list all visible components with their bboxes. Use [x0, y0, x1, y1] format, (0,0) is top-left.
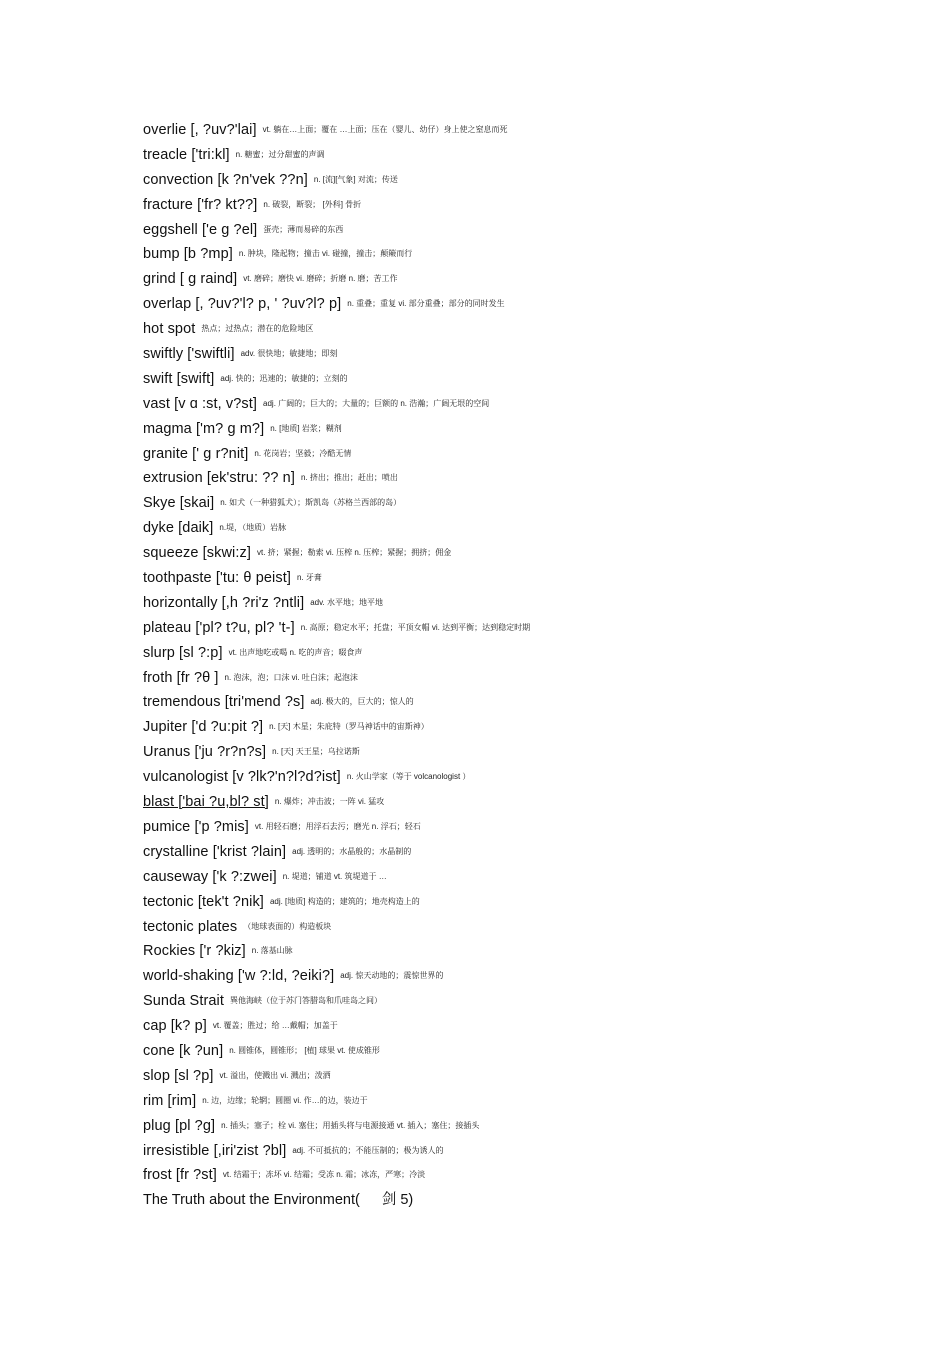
vocab-word: squeeze [skwi:z]: [143, 545, 251, 562]
vocab-entry: [143, 890, 923, 915]
vocab-definition: adj. 透明的；水晶般的；水晶制的: [292, 846, 412, 856]
vocab-entry: [143, 218, 923, 243]
vocab-definition: n. 高原；稳定水平；托盘；平顶女帽 vi. 达到平衡；达到稳定时期: [300, 622, 531, 632]
vocab-word: extrusion [ek'stru: ?? n]: [143, 470, 295, 487]
vocab-definition: n. 肿块，隆起物；撞击 vi. 碰撞，撞击；颠簸而行: [238, 249, 413, 259]
vocab-definition: n. 花岗岩；坚毅；冷酷无情: [254, 448, 352, 458]
vocab-word: Jupiter ['d ?u:pit ?]: [143, 719, 264, 736]
vocab-word: rim [rim]: [143, 1092, 197, 1109]
vocab-definition: n. [天] 天王星；乌拉诺斯: [272, 747, 360, 757]
vocab-word: frost [fr ?st]: [143, 1167, 217, 1184]
vocab-entry: [143, 442, 923, 467]
vocab-entry: [143, 466, 923, 491]
vocab-word: tremendous [tri'mend ?s]: [143, 694, 305, 711]
vocab-word: dyke [daik]: [143, 520, 214, 537]
vocab-word: Rockies ['r ?kiz]: [143, 943, 246, 960]
vocab-entry: [143, 840, 923, 865]
vocab-definition: （地球表面的）构造板块: [243, 921, 332, 931]
vocab-word: cap [k? p]: [143, 1018, 207, 1035]
vocab-entry: [143, 168, 923, 193]
vocab-entry: [143, 989, 923, 1014]
vocab-entry: [143, 690, 923, 715]
vocab-definition: adj. 惊天动地的；震惊世界的: [340, 971, 444, 981]
vocab-entry: [143, 516, 923, 541]
vocab-definition: n. 挤出；推出；赶出；喷出: [300, 473, 398, 483]
vocab-word: fracture ['fr? kt??]: [143, 196, 258, 213]
vocabulary-list: [143, 118, 923, 1213]
vocab-entry: [143, 491, 923, 516]
vocab-word: tectonic [tek't ?nik]: [143, 893, 264, 910]
vocab-definition: n. 插头；塞子；栓 vi. 塞住；用插头将与电源接通 vt. 插入；塞住；接插头: [221, 1120, 480, 1130]
vocab-word: swift [swift]: [143, 370, 215, 387]
vocab-definition: n. 爆炸；冲击波；一阵 vi. 猛攻: [274, 797, 385, 807]
vocab-word: froth [fr ?θ ]: [143, 669, 219, 686]
section-title-text: The Truth about the Environment(: [143, 1192, 360, 1209]
vocab-entry: [143, 964, 923, 989]
vocab-word: plateau ['pl? t?u, pl? 't-]: [143, 619, 295, 636]
vocab-definition: n. 圆锥体，圆锥形； [植] 球果 vt. 使成锥形: [229, 1045, 380, 1055]
vocab-definition: n.堤，（地质）岩脉: [219, 523, 287, 533]
vocab-word: horizontally [,h ?ri'z ?ntli]: [143, 594, 305, 611]
vocab-word: bump [b ?mp]: [143, 246, 233, 263]
vocab-entry: [143, 267, 923, 292]
vocab-entry: [143, 591, 923, 616]
vocab-entry: [143, 641, 923, 666]
vocab-entry: [143, 715, 923, 740]
vocab-definition: 蛋壳；薄而易碎的东西: [263, 224, 344, 234]
vocab-word: blast ['bai ?u,bl? st]: [143, 794, 269, 811]
vocab-entry: [143, 342, 923, 367]
vocab-word: slop [sl ?p]: [143, 1067, 214, 1084]
vocab-definition: adj. 极大的，巨大的；惊人的: [310, 697, 414, 707]
vocab-entry: [143, 541, 923, 566]
vocab-definition: n. 落基山脉: [251, 946, 293, 956]
section-title-source: 剑 5): [381, 1192, 414, 1209]
vocab-word: eggshell ['e ɡ ?el]: [143, 221, 258, 238]
vocab-definition: n. [天] 木星；朱庇特（罗马神话中的宙斯神）: [269, 722, 429, 732]
vocab-word: tectonic plates: [143, 918, 238, 935]
vocab-word: toothpaste ['tu: θ peist]: [143, 570, 291, 587]
vocab-entry: [143, 242, 923, 267]
vocab-definition: n. 破裂，断裂； [外科] 骨折: [263, 199, 362, 209]
vocab-definition: adj. 不可抵抗的；不能压制的；极为诱人的: [292, 1145, 444, 1155]
vocab-definition: 巽他海峡（位于苏门答腊岛和爪哇岛之间）: [230, 996, 382, 1006]
vocab-entry: [143, 1163, 923, 1188]
vocab-word: vast [v ɑ :st, v?st]: [143, 395, 258, 412]
vocab-definition: n. [地质] 岩浆；糊剂: [270, 423, 342, 433]
section-title: [143, 1188, 923, 1213]
vocab-definition: vt. 溢出，使溅出 vi. 溅出；泼洒: [219, 1070, 331, 1080]
vocab-entry: [143, 815, 923, 840]
vocab-word: grind [ ɡ raind]: [143, 271, 238, 288]
vocab-definition: vt. 覆盖；胜过；给 …戴帽；加盖于: [212, 1021, 338, 1031]
vocab-definition: n. 火山学家（等于 volcanologist ）: [346, 772, 471, 782]
vocab-word: granite [' ɡ r?nit]: [143, 445, 249, 462]
vocab-word: plug [pl ?ɡ]: [143, 1117, 216, 1134]
vocab-word: cone [k ?un]: [143, 1042, 224, 1059]
vocab-word: causeway ['k ?:zwei]: [143, 868, 277, 885]
vocab-definition: vt. 躺在…上面；覆在 …上面；压在（婴儿、幼仔）身上使之窒息而死: [262, 125, 508, 134]
vocab-entry: [143, 740, 923, 765]
vocab-word: treacle ['tri:kl]: [143, 146, 230, 163]
vocab-word: overlie [, ?uv?'lai]: [143, 122, 257, 138]
vocab-definition: vt. 结霜于；冻坏 vi. 结霜；受冻 n. 霜；冰冻，严寒；冷淡: [222, 1170, 426, 1180]
vocab-definition: vt. 出声地吃或喝 n. 吃的声音；啜食声: [228, 647, 363, 657]
vocab-entry: [143, 392, 923, 417]
vocab-definition: vt. 磨碎；磨快 vi. 磨碎；折磨 n. 磨；苦工作: [243, 274, 398, 284]
vocab-word: Uranus ['ju ?r?n?s]: [143, 744, 267, 761]
vocab-entry: [143, 790, 923, 815]
vocab-entry: [143, 915, 923, 940]
vocab-definition: n. 如犬（一种猎狐犬）；斯凯岛（苏格兰西部的岛）: [220, 498, 402, 508]
vocab-definition: n. 堤道；铺道 vt. 筑堤道于 …: [282, 871, 387, 881]
vocab-definition: adj. [地质] 构造的；建筑的；地壳构造上的: [269, 896, 420, 906]
vocab-word: hot spot: [143, 321, 196, 338]
vocab-entry: [143, 765, 923, 790]
vocab-entry: [143, 1064, 923, 1089]
vocab-entry: [143, 939, 923, 964]
vocab-definition: adv. 水平地；地平地: [310, 597, 383, 607]
vocab-entry: [143, 1039, 923, 1064]
vocab-word: convection [k ?n'vek ??n]: [143, 171, 308, 188]
vocab-definition: adj. 快的；迅速的；敏捷的；立刻的: [220, 373, 348, 383]
vocab-word: irresistible [,iri'zist ?bl]: [143, 1142, 287, 1159]
vocab-entry: [143, 193, 923, 218]
vocab-entry: [143, 865, 923, 890]
vocab-entry: [143, 143, 923, 168]
vocab-entry: [143, 417, 923, 442]
vocab-definition: n. 边，边缘；轮辋；圆圈 vi. 作…的边，装边于: [202, 1095, 368, 1105]
vocab-entry: [143, 1114, 923, 1139]
vocab-word: slurp [sl ?:p]: [143, 644, 223, 661]
vocab-entry: [143, 666, 923, 691]
vocab-definition: adj. 广阔的；巨大的；大量的；巨额的 n. 浩瀚；广阔无垠的空间: [263, 398, 490, 408]
vocab-definition: adv. 很快地；敏捷地；即刻: [240, 349, 338, 359]
vocab-word: magma ['m? ɡ m?]: [143, 420, 265, 437]
vocab-entry: [143, 292, 923, 317]
vocab-definition: vt. 挤；紧握；勒索 vi. 压榨 n. 压榨；紧握；拥挤；佣金: [256, 548, 452, 558]
vocab-word: crystalline ['krist ?lain]: [143, 843, 287, 860]
vocab-definition: n. 泡沫，泡；口沫 vi. 吐白沫；起泡沫: [224, 672, 358, 682]
vocab-entry: [143, 1089, 923, 1114]
vocab-entry: [143, 1139, 923, 1164]
vocab-word: world-shaking ['w ?:ld, ?eiki?]: [143, 968, 335, 985]
vocab-entry: [143, 566, 923, 591]
vocab-definition: n. 重叠；重复 vi. 部分重叠；部分的同时发生: [347, 299, 505, 309]
vocab-definition: n. [流][气象] 对流；传送: [313, 174, 398, 184]
vocab-entry: [143, 616, 923, 641]
vocab-entry: [143, 1014, 923, 1039]
vocab-definition: vt. 用轻石磨；用浮石去污；磨光 n. 浮石；轻石: [254, 821, 421, 831]
vocab-definition: n. 牙膏: [296, 573, 322, 583]
vocab-word: vulcanologist [v ?lk?'n?l?d?ist]: [143, 769, 341, 786]
vocab-entry: [143, 118, 923, 143]
vocab-entry: [143, 317, 923, 342]
vocab-word: Sunda Strait: [143, 993, 224, 1010]
vocab-word: overlap [, ?uv?'l? p, ' ?uv?l? p]: [143, 296, 342, 313]
vocab-word: pumice ['p ?mis]: [143, 818, 249, 835]
vocab-definition: 热点；过热点；潜在的危险地区: [201, 324, 314, 334]
vocab-word: swiftly ['swiftli]: [143, 346, 235, 363]
vocab-definition: n. 糖蜜；过分甜蜜的声调: [235, 149, 325, 159]
vocab-entry: [143, 367, 923, 392]
vocab-word: Skye [skai]: [143, 495, 215, 512]
